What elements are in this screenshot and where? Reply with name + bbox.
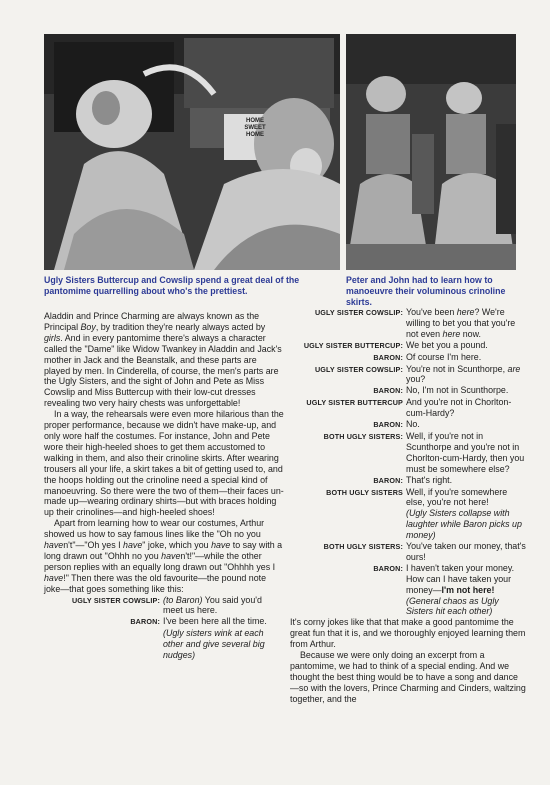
speaker-label: BARON: (373, 563, 403, 573)
paragraph-corny-jokes: It's corny jokes like that that make a good pantomime the great fun that it is, and we thoroughly enjoyed learning them from Arthur. (290, 617, 526, 650)
caption-left: Ugly Sisters Buttercup and Cowslip spend a great deal of the pantomime quarrelling about who's the prettiest. (44, 275, 300, 296)
dialogue-text: You've taken our money, that's ours! (406, 541, 526, 562)
dialogue-line (290, 385, 526, 397)
paragraph-famous-lines: Apart from learning how to wear our costumes, Arthur showed us how to say famous lines like the "Oh no you haven't"—"Oh yes I have" joke, which you have to say with a long drawn out "Ohhh no you haven't!"—while the other person replies with an equally long drawn out "Ohhhh yes I have!" Then there was the old favourite—the pound note joke—that goes something like this: (44, 518, 283, 594)
dialogue-text: And you're not in Chorlton-cum-Hardy? (406, 397, 512, 419)
dialogue-line (44, 595, 284, 617)
speaker-label: BARON: (373, 420, 403, 430)
speaker-label (290, 508, 406, 541)
dialogue-line (290, 307, 526, 340)
dialogue-line (44, 616, 284, 628)
speaker-label: BARON: (130, 617, 160, 627)
dialogue-line (290, 475, 526, 487)
speaker-label: BOTH UGLY SISTERS: (323, 431, 403, 441)
dialogue-line (290, 364, 526, 386)
speaker-label (290, 596, 406, 618)
stage-direction: (Ugly Sisters collapse with laughter while Baron picks up money) (406, 508, 522, 541)
speaker-label: BOTH UGLY SISTERS (326, 487, 403, 497)
dialogue-line (44, 628, 284, 661)
speaker-label: BARON: (373, 352, 403, 362)
dialogue-line (290, 596, 526, 618)
speaker-label: UGLY SISTER COWSLIP: (314, 308, 403, 317)
speaker-label: BOTH UGLY SISTERS: (323, 542, 403, 552)
dialogue-line (290, 397, 526, 419)
right-column (290, 307, 526, 705)
dialogue-right (290, 307, 526, 617)
speaker-label: UGLY SISTER COWSLIP: (314, 364, 403, 374)
dialogue-text: I haven't taken your money. How can I have taken your money—I'm not here! (406, 562, 515, 595)
speaker-label: BARON: (373, 386, 403, 396)
dialogue-text: I've been here all the time. (163, 616, 267, 627)
dialogue-text: (to Baron) You said you'd meet us here. (163, 594, 262, 616)
dialogue-text: That's right. (406, 474, 453, 485)
dialogue-line (290, 563, 526, 596)
left-column (44, 311, 284, 661)
dialogue-text: Well, if you're not in Scunthorpe and you're not in Chorlton-cum-Hardy, then you must be somewhere else? (406, 430, 525, 474)
dialogue-text: You've been here? We're willing to bet you that you're not even here now. (406, 307, 516, 339)
paragraph-principal-boy: Aladdin and Prince Charming are always known as the Principal Boy, by tradition they're nearly always acted by girls. And in every pantomime there's always a character called the "Dame" like Widow Twankey in Aladdin and Jack's mother in Jack and the Beanstalk, and these parts are played by men. In Cinderella, of course, the men's parts are the Ugly Sisters, and the sight of John and Pete as Miss Cowslip and Miss Buttercup with their low-cut dresses revealing two very hairy chests was unforgettable! (44, 311, 282, 409)
stage-direction: (General chaos as Ugly Sisters hit each other) (406, 595, 499, 617)
speaker-label: BARON: (373, 475, 403, 485)
paragraph-rehearsals: In a way, the rehearsals were even more hilarious than the proper performance, because we didn't have make-up, and only wore half the costumes. For instance, John and Pete wore their high-heeled shoes to get them accustomed to walking in them, and also their crinoline skirts. After wearing trousers all your life, a skirt takes a bit of getting used to, and the hoops holding out the crinoline need a special kind of manoeuvring. So there were the two of them—their faces un-made up—wearing ordinary shirts—but with braces holding up their crinolines—and high-heeled shoes! (44, 409, 284, 518)
photo-ugly-sisters-image (44, 34, 340, 270)
stage-direction: (Ugly sisters wink at each other and give several big nudges) (163, 628, 265, 661)
speaker-label (44, 628, 163, 661)
paragraph-special-ending: Because we were only doing an excerpt from a pantomime, we had to think of a special ending. And we thought the best thing would be to have a song and dance—so with the lovers, Prince Charming and Cinders, waltzing together, and the (290, 650, 526, 704)
speaker-label: UGLY SISTER BUTTERCUP (306, 398, 403, 408)
dialogue-line (290, 419, 526, 431)
dialogue-text: Well, if you're somewhere else, you're not here! (406, 486, 508, 508)
dialogue-line (290, 340, 526, 352)
speaker-label: UGLY SISTER COWSLIP: (71, 595, 160, 605)
dialogue-text: We bet you a pound. (406, 339, 488, 350)
dialogue-line (290, 541, 526, 563)
dialogue-text: Of course I'm here. (406, 351, 482, 362)
photo-crinoline-skirts-image (346, 34, 516, 270)
dialogue-text: You're not in Scunthorpe, are you? (406, 363, 521, 385)
dialogue-text: No. (406, 419, 420, 430)
photo-ugly-sisters (44, 34, 340, 270)
dialogue-line (290, 352, 526, 364)
dialogue-left (44, 595, 284, 661)
photo-crinoline-skirts (346, 34, 516, 270)
home-sweet-home-sign: HOME SWEET HOME (244, 118, 266, 138)
dialogue-text: No, I'm not in Scunthorpe. (406, 385, 509, 396)
dialogue-line (290, 508, 526, 541)
speaker-label: UGLY SISTER BUTTERCUP: (303, 340, 403, 350)
dialogue-line (290, 487, 526, 509)
caption-right: Peter and John had to learn how to manoeuvre their voluminous crinoline skirts. (346, 275, 506, 307)
dialogue-line (290, 431, 526, 475)
